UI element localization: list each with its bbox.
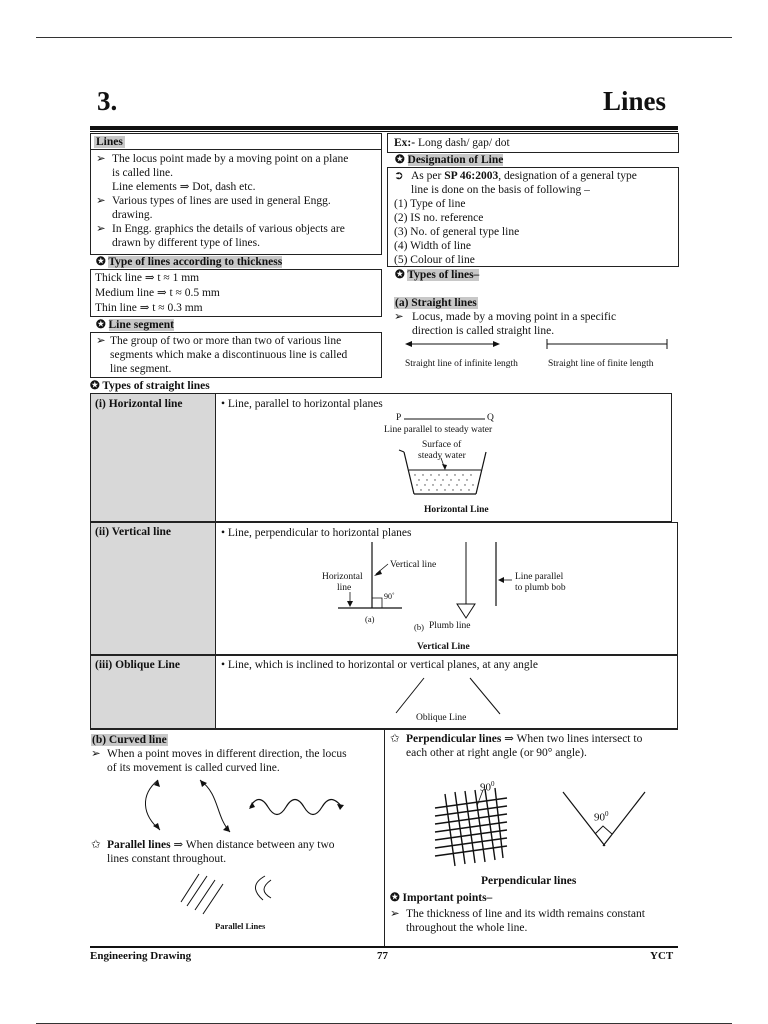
curved-line-drawing — [130, 775, 360, 837]
straight-l1: Locus, made by a moving point in a specific — [412, 311, 617, 323]
lines-heading: Lines — [96, 136, 123, 148]
designation-heading: ✪ Designation of Line — [395, 154, 504, 166]
perp-l2: each other at right angle (or 90° angle). — [406, 747, 587, 759]
oblique-caption: Oblique Line — [416, 713, 467, 723]
segment-l1: The group of two or more than two of various line — [110, 335, 342, 347]
vertical-desc: • Line, perpendicular to horizontal planes — [221, 527, 412, 539]
footer-left: Engineering Drawing — [90, 950, 192, 962]
label-line-parallel-water: Line parallel to steady water — [384, 425, 493, 435]
designation-l1: As per SP 46:2003, designation of a general type — [411, 170, 637, 182]
perp-l1: Perpendicular lines ⇒ When two lines intersect to — [406, 733, 643, 745]
designation-l2: line is done on the basis of following – — [411, 184, 590, 196]
lines-b1a: The locus point made by a moving point on a plane — [112, 153, 349, 165]
horizontal-caption: Horizontal Line — [424, 505, 489, 515]
thickness-heading: ✪ Type of lines according to thickness — [96, 256, 283, 268]
horizontal-line-drawing — [395, 418, 505, 500]
designation-item-2: (2) IS no. reference — [394, 212, 484, 224]
star-icon: ✩ — [390, 733, 400, 745]
col-divider — [215, 393, 216, 522]
important-l1: The thickness of line and its width remains constant — [406, 908, 645, 920]
lines-b3b: drawn by different type of lines. — [112, 237, 260, 249]
straight-lines-drawing — [405, 338, 675, 352]
footer-right: YCT — [650, 950, 674, 962]
lines-b1c: Line elements ⇒ Dot, dash etc. — [112, 181, 256, 193]
title-rule — [90, 126, 678, 130]
horizontal-row — [90, 393, 672, 522]
important-l2: throughout the whole line. — [406, 922, 528, 934]
oblique-name: (iii) Oblique Line — [95, 659, 180, 671]
bottom-divider — [384, 729, 385, 946]
straight-l2: direction is called straight line. — [412, 325, 555, 337]
perpendicular-lines-drawing — [425, 770, 665, 870]
label-horizontal-2: line — [337, 583, 352, 593]
segment-l2: segments which make a discontinuous line is called — [110, 349, 348, 361]
circle-bullet-icon: ✪ — [395, 154, 408, 166]
col-divider — [215, 655, 216, 729]
lines-b3a: In Engg. graphics the details of various objects are — [112, 223, 345, 235]
circle-bullet-icon: ✪ — [90, 380, 103, 392]
bullet-arrow-icon: ➢ — [96, 335, 106, 347]
lines-b2a: Various types of lines are used in general Engg. — [112, 195, 331, 207]
label-b: (b) — [414, 622, 424, 632]
curved-l1: When a point moves in different direction, the locus — [107, 748, 347, 760]
bullet-arrow-icon: ➢ — [96, 153, 106, 165]
label-horizontal-1: Horizontal — [322, 572, 363, 582]
parallel-l1: Parallel lines ⇒ When distance between any two — [107, 839, 335, 851]
caption-infinite: Straight line of infinite length — [405, 359, 518, 369]
thick-line: Thick line ⇒ t ≈ 1 mm — [95, 272, 200, 284]
parallel-l2: lines constant throughout. — [107, 853, 227, 865]
circle-bullet-icon: ✪ — [96, 256, 109, 268]
caption-finite: Straight line of finite length — [548, 359, 654, 369]
footer-page: 77 — [377, 950, 388, 962]
star-icon: ✩ — [91, 839, 101, 851]
thin-line: Thin line ⇒ t ≈ 0.3 mm — [95, 302, 203, 314]
chapter-title: Lines — [602, 86, 666, 116]
bullet-arrow-icon: ➢ — [91, 748, 101, 760]
oblique-line-drawing — [390, 676, 510, 716]
horizontal-name: (i) Horizontal line — [95, 398, 183, 410]
designation-item-4: (4) Width of line — [394, 240, 471, 252]
lines-b2b: drawing. — [112, 209, 153, 221]
perp-caption: Perpendicular lines — [481, 875, 577, 887]
curved-heading: (b) Curved line — [92, 734, 167, 746]
straight-heading: (a) Straight lines — [395, 297, 477, 309]
label-line-parallel-2: to plumb bob — [515, 583, 566, 593]
top-rule — [36, 37, 732, 38]
bullet-arrow-icon: ➢ — [390, 908, 400, 920]
label-line-parallel-1: Line parallel — [515, 572, 564, 582]
title-rule-thin — [90, 131, 678, 132]
chapter-number: 3. — [97, 86, 118, 116]
label-surface-1: Surface of — [422, 440, 462, 450]
label-q: Q — [487, 413, 494, 423]
designation-item-5: (5) Colour of line — [394, 254, 475, 266]
designation-item-3: (3) No. of general type line — [394, 226, 520, 238]
segment-l3: line segment. — [110, 363, 172, 375]
bullet-arrow-icon: ➢ — [394, 311, 404, 323]
lines-b1b: is called line. — [112, 167, 173, 179]
circle-bullet-icon: ✪ — [96, 319, 109, 331]
types-straight-heading: ✪ Types of straight lines — [90, 380, 210, 392]
label-a: (a) — [365, 614, 375, 624]
vertical-name: (ii) Vertical line — [95, 526, 172, 538]
horizontal-desc: • Line, parallel to horizontal planes — [221, 398, 383, 410]
label-surface-2: steady water — [418, 451, 466, 461]
oblique-desc: • Line, which is inclined to horizontal or vertical planes, at any angle — [221, 659, 538, 671]
parallel-lines-drawing — [175, 866, 295, 920]
arrow-bullet-icon: ➲ — [394, 170, 404, 182]
segment-heading: ✪ Line segment — [96, 319, 174, 331]
deg-label-1: $90^0$ — [480, 780, 495, 794]
parallel-caption: Parallel Lines — [215, 921, 266, 931]
label-p: P — [396, 413, 402, 423]
label-plumb: Plumb line — [429, 621, 471, 631]
example-text: Ex:- Long dash/ gap/ dot — [394, 137, 510, 149]
col-divider — [215, 522, 216, 655]
footer-rule — [90, 946, 678, 948]
circle-bullet-icon: ✪ — [395, 269, 408, 281]
label-vertical-line: Vertical line — [390, 560, 437, 570]
curved-l2: of its movement is called curved line. — [107, 762, 280, 774]
designation-item-1: (1) Type of line — [394, 198, 466, 210]
deg-label-2: $90^0$ — [594, 810, 609, 824]
types-heading: ✪ Types of lines– — [395, 269, 480, 281]
bullet-arrow-icon: ➢ — [96, 223, 106, 235]
medium-line: Medium line ⇒ t ≈ 0.5 mm — [95, 287, 220, 299]
vertical-caption: Vertical Line — [417, 642, 470, 652]
circle-bullet-icon: ✪ — [390, 892, 403, 904]
important-heading: ✪ Important points– — [390, 892, 493, 904]
bullet-arrow-icon: ➢ — [96, 195, 106, 207]
label-90: 90˚ — [384, 592, 395, 601]
lines-heading-rule — [90, 149, 382, 150]
